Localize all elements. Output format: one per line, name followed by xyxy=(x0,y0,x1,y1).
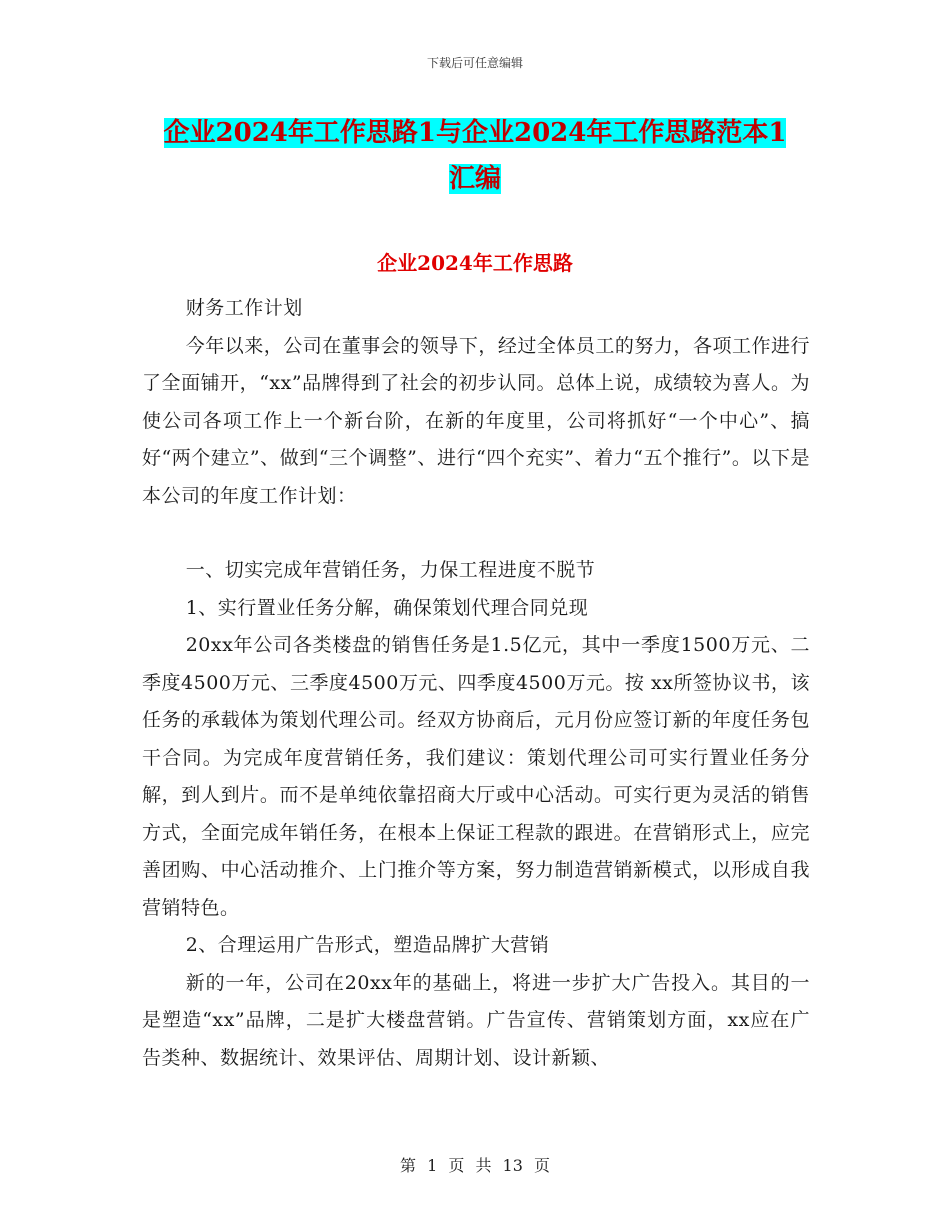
paragraph-advertising: 新的一年，公司在20xx年的基础上，将进一步扩大广告投入。其目的一是塑造“xx”品牌，二是扩大楼盘营销。广告宣传、营销策划方面，xx应在广告类种、数据统计、效果评估、周期计划、设计新颖、 xyxy=(142,971,810,1069)
document-title-line-2: 汇编 xyxy=(448,164,501,194)
paragraph-heading-1: 一、切实完成年营销任务，力保工程进度不脱节 xyxy=(185,559,596,581)
paragraph-intro: 今年以来，公司在董事会的领导下，经过全体员工的努力，各项工作进行了全面铺开，“xx”品牌得到了社会的初步认同。总体上说，成绩较为喜人。为使公司各项工作上一个新台阶，在新的年度里，公司将抓好“一个中心”、搞好“两个建立”、做到“三个调整”、进行“四个充实”、着力“五个推行”。以下是本公司的年度工作计划： xyxy=(142,334,810,507)
paragraph-heading-finance-plan: 财务工作计划 xyxy=(185,297,303,319)
paragraph-subheading-1-2: 2、合理运用广告形式，塑造品牌扩大营销 xyxy=(185,934,550,956)
section-title: 企业2024年工作思路 xyxy=(377,251,573,275)
page-footer: 第 1 页 共 13 页 xyxy=(400,1156,550,1175)
paragraph-sales-tasks: 20xx年公司各类楼盘的销售任务是1.5亿元，其中一季度1500万元、二季度4500万元、三季度4500万元、四季度4500万元。按 xx所签协议书，该任务的承载体为策划代理公司。经双方协商后，元月份应签订新的年度任务包干合同。为完成年度营销任务，我们建议：策划代理公司可实行置业任务分解，到人到片。而不是单纯依靠招商大厅或中心活动。可实行更为灵活的销售方式，全面完成年销任务，在根本上保证工程款的跟进。在营销形式上，应完善团购、中心活动推介、上门推介等方案，努力制造营销新模式，以形成自我营销特色。 xyxy=(142,634,810,919)
paragraph-subheading-1-1: 1、实行置业任务分解，确保策划代理合同兑现 xyxy=(185,596,589,619)
document-body xyxy=(142,290,810,1077)
document-title xyxy=(140,110,810,202)
header-note: 下载后可任意编辑 xyxy=(426,56,523,70)
document-title-line-1: 企业2024年工作思路1与企业2024年工作思路范本1 xyxy=(163,118,787,148)
